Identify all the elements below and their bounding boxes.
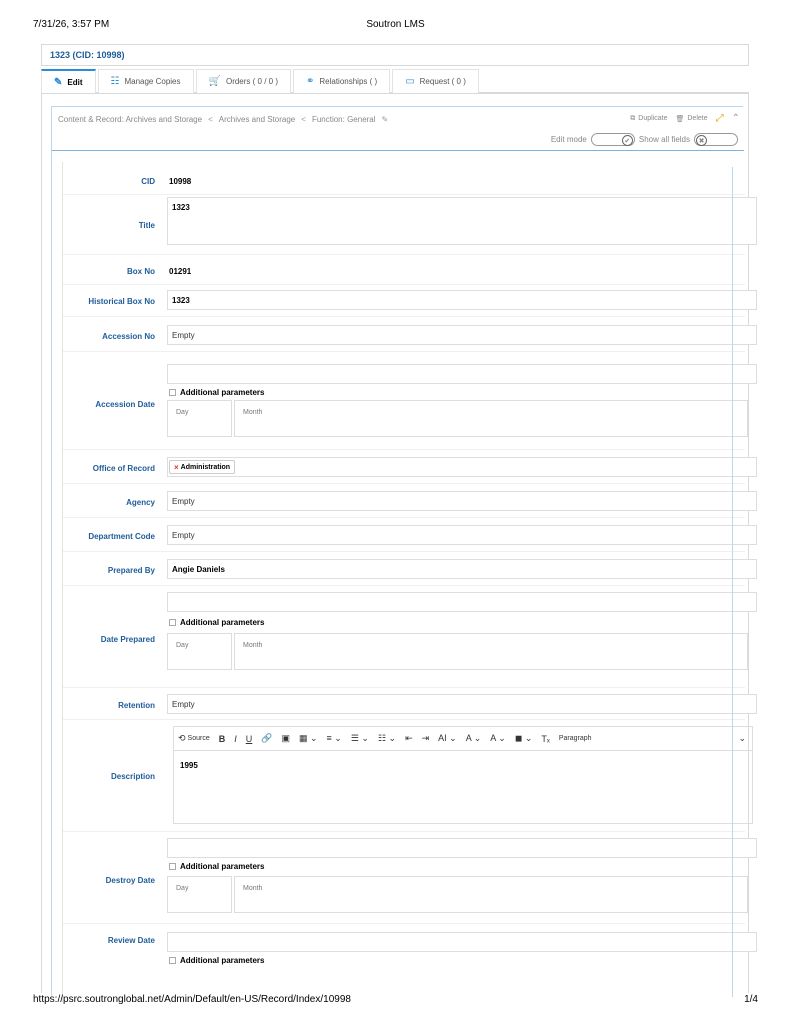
accession-no-input[interactable] [167, 325, 757, 345]
tab-label: Request ( 0 ) [419, 77, 466, 86]
field-box-no [63, 257, 745, 285]
tab-relationships[interactable] [293, 69, 390, 93]
field-accession-date [63, 354, 745, 450]
field-cid [63, 167, 745, 195]
additional-parameters-label: Additional parameters [180, 862, 265, 871]
field-label: Date Prepared [100, 635, 155, 644]
edit-panel [41, 93, 749, 993]
description-value: 1995 [180, 761, 198, 770]
request-icon: ▭ [405, 76, 415, 87]
expand-icon[interactable]: ⤢ [715, 113, 724, 124]
record-tabs [41, 69, 749, 93]
field-label: Department Code [88, 532, 155, 541]
text-style-icon[interactable]: A ⌄ [465, 733, 482, 743]
show-all-fields-toggle[interactable] [694, 133, 738, 146]
cid-value: 10998 [169, 177, 192, 186]
source-label: Source [187, 735, 210, 742]
breadcrumb-item-archives[interactable]: Archives and Storage [218, 115, 296, 124]
chevron-down-icon[interactable]: ⌄ [738, 733, 746, 743]
accession-date-input[interactable] [167, 364, 757, 384]
field-label: CID [141, 177, 155, 186]
bold-button[interactable]: B [218, 733, 226, 744]
tab-edit[interactable] [41, 69, 96, 93]
print-title: Soutron LMS [366, 19, 425, 30]
additional-parameters-label: Additional parameters [180, 956, 265, 965]
checkbox[interactable] [169, 619, 176, 626]
check-icon: ✔ [622, 135, 633, 146]
record-form [51, 106, 746, 996]
breadcrumb-bar [52, 107, 744, 151]
mode-toggles [551, 133, 738, 146]
cart-icon: 🛒 [208, 76, 221, 87]
tab-label: Orders ( 0 / 0 ) [225, 77, 278, 86]
prepared-by-value: Angie Daniels [172, 565, 225, 574]
destroy-date-day-input[interactable] [167, 876, 232, 913]
additional-parameters-label: Additional parameters [180, 618, 265, 627]
image-icon[interactable]: ▣ [281, 733, 290, 743]
date-prepared-month-input[interactable] [234, 633, 748, 670]
breadcrumb-separator: < [301, 115, 306, 124]
breadcrumb [58, 115, 388, 124]
field-review-date [63, 926, 745, 986]
show-all-fields-label: Show all fields [638, 135, 690, 144]
checkbox[interactable] [169, 957, 176, 964]
close-icon: ✖ [696, 135, 707, 146]
field-retention [63, 690, 745, 720]
field-label: Prepared By [107, 566, 155, 575]
tab-label: Manage Copies [124, 77, 181, 86]
accession-date-month-input[interactable] [234, 400, 748, 437]
month-placeholder: Month [243, 642, 263, 649]
field-historical-box-no [63, 287, 745, 317]
box-no-value: 01291 [169, 267, 192, 276]
rich-text-toolbar [173, 726, 753, 750]
print-datetime: 7/31/26, 3:57 PM [33, 19, 110, 30]
field-label: Office of Record [92, 464, 155, 473]
paragraph-format-select[interactable]: Paragraph [558, 735, 592, 742]
right-guide-line [732, 167, 733, 997]
pencil-icon[interactable]: ✎ [381, 115, 389, 124]
bulleted-list-icon[interactable]: ☰ ⌄ [350, 733, 369, 743]
print-footer [33, 994, 758, 1006]
field-label: Accession Date [95, 400, 155, 409]
chip-label: Administration [180, 463, 231, 471]
outdent-icon[interactable]: ⇤ [405, 733, 413, 743]
table-icon[interactable]: ▦ ⌄ [298, 733, 318, 743]
print-url: https://psrc.soutronglobal.net/Admin/Default/en-US/Record/Index/10998 [33, 994, 351, 1005]
field-label: Description [110, 772, 155, 781]
duplicate-button[interactable] [630, 115, 667, 123]
form-fields [62, 162, 744, 1002]
duplicate-icon: ⧉ [630, 114, 636, 122]
delete-button[interactable] [675, 115, 707, 123]
day-placeholder: Day [176, 409, 189, 416]
field-description [63, 722, 745, 832]
delete-label: Delete [687, 115, 708, 122]
agency-value: Empty [172, 497, 195, 506]
chevron-up-icon[interactable]: ⌃ [731, 113, 740, 124]
office-of-record-input[interactable] [167, 457, 757, 477]
prepared-by-input[interactable] [167, 559, 757, 579]
breadcrumb-separator: < [208, 115, 213, 124]
review-date-input[interactable] [167, 932, 757, 952]
print-header [33, 19, 758, 31]
source-button[interactable] [178, 733, 210, 744]
department-code-value: Empty [172, 531, 195, 540]
field-label: Accession No [102, 332, 155, 341]
accession-date-day-input[interactable] [167, 400, 232, 437]
font-color-icon[interactable]: A ⌄ [490, 733, 506, 743]
historical-box-no-input[interactable] [167, 290, 757, 310]
day-placeholder: Day [176, 885, 189, 892]
breadcrumb-item-function[interactable]: Function: General [311, 115, 376, 124]
tab-label: Relationships ( ) [319, 77, 378, 86]
record-actions [630, 113, 740, 124]
field-office-of-record [63, 452, 745, 484]
month-placeholder: Month [243, 885, 263, 892]
office-of-record-chip[interactable] [169, 460, 235, 474]
field-prepared-by [63, 554, 745, 586]
highlight-color-icon[interactable]: ◼ ⌄ [514, 733, 533, 743]
destroy-date-additional-parameters[interactable] [169, 862, 264, 871]
date-prepared-day-input[interactable] [167, 633, 232, 670]
edit-mode-toggle[interactable] [591, 133, 635, 146]
field-label: Review Date [107, 936, 155, 945]
accession-date-additional-parameters[interactable] [169, 388, 264, 397]
indent-icon[interactable]: ⇥ [421, 733, 430, 743]
retention-value: Empty [172, 700, 195, 709]
duplicate-label: Duplicate [638, 115, 668, 122]
list-icon: ☷ [110, 76, 120, 87]
field-label: Retention [118, 701, 155, 710]
field-department-code [63, 520, 745, 552]
field-label: Box No [127, 267, 155, 276]
field-label: Title [138, 221, 155, 230]
tab-manage-copies[interactable] [98, 69, 194, 93]
underline-button[interactable]: U [245, 733, 253, 744]
retention-input[interactable] [167, 694, 757, 714]
checkbox[interactable] [169, 863, 176, 870]
clear-format-icon[interactable]: Tₓ [541, 733, 550, 744]
field-title [63, 197, 745, 255]
date-prepared-input[interactable] [167, 592, 757, 612]
review-date-additional-parameters[interactable] [169, 956, 264, 965]
numbered-list-icon[interactable]: ☷ ⌄ [377, 733, 397, 743]
tab-label: Edit [67, 77, 83, 87]
edit-mode-label: Edit mode [550, 135, 587, 144]
relationships-icon: ⚭ [305, 76, 315, 87]
field-destroy-date [63, 834, 745, 924]
record-heading: 1323 (CID: 10998) [41, 44, 749, 66]
field-label: Destroy Date [105, 876, 155, 885]
trash-icon: 🗑 [675, 115, 685, 123]
tab-request[interactable] [392, 69, 479, 93]
day-placeholder: Day [176, 642, 189, 649]
field-accession-no [63, 320, 745, 352]
title-value: 1323 [172, 203, 190, 212]
date-prepared-additional-parameters[interactable] [169, 618, 264, 627]
italic-button[interactable]: I [234, 733, 237, 744]
remove-icon[interactable]: × [174, 462, 179, 472]
historical-box-no-value: 1323 [172, 296, 190, 305]
tab-orders[interactable] [196, 69, 291, 93]
department-code-input[interactable] [167, 525, 757, 545]
breadcrumb-item-content-record[interactable]: Content & Record: Archives and Storage [58, 115, 203, 124]
field-date-prepared [63, 588, 745, 688]
destroy-date-input[interactable] [167, 838, 757, 858]
edit-icon: ✎ [54, 76, 63, 88]
destroy-date-month-input[interactable] [234, 876, 748, 913]
title-input[interactable] [167, 197, 757, 245]
additional-parameters-label: Additional parameters [180, 388, 265, 397]
field-label: Historical Box No [88, 297, 155, 306]
link-icon[interactable]: 🔗 [261, 733, 273, 743]
checkbox[interactable] [169, 389, 176, 396]
align-icon[interactable]: ≡ ⌄ [326, 733, 342, 743]
description-editor[interactable] [173, 750, 753, 824]
accession-no-value: Empty [172, 331, 195, 340]
month-placeholder: Month [243, 409, 263, 416]
agency-input[interactable] [167, 491, 757, 511]
field-agency [63, 486, 745, 518]
field-label: Agency [126, 498, 155, 507]
print-page-number: 1/4 [744, 994, 758, 1005]
source-icon: ⟲ [178, 733, 186, 743]
text-size-icon[interactable]: AI ⌄ [438, 733, 457, 743]
